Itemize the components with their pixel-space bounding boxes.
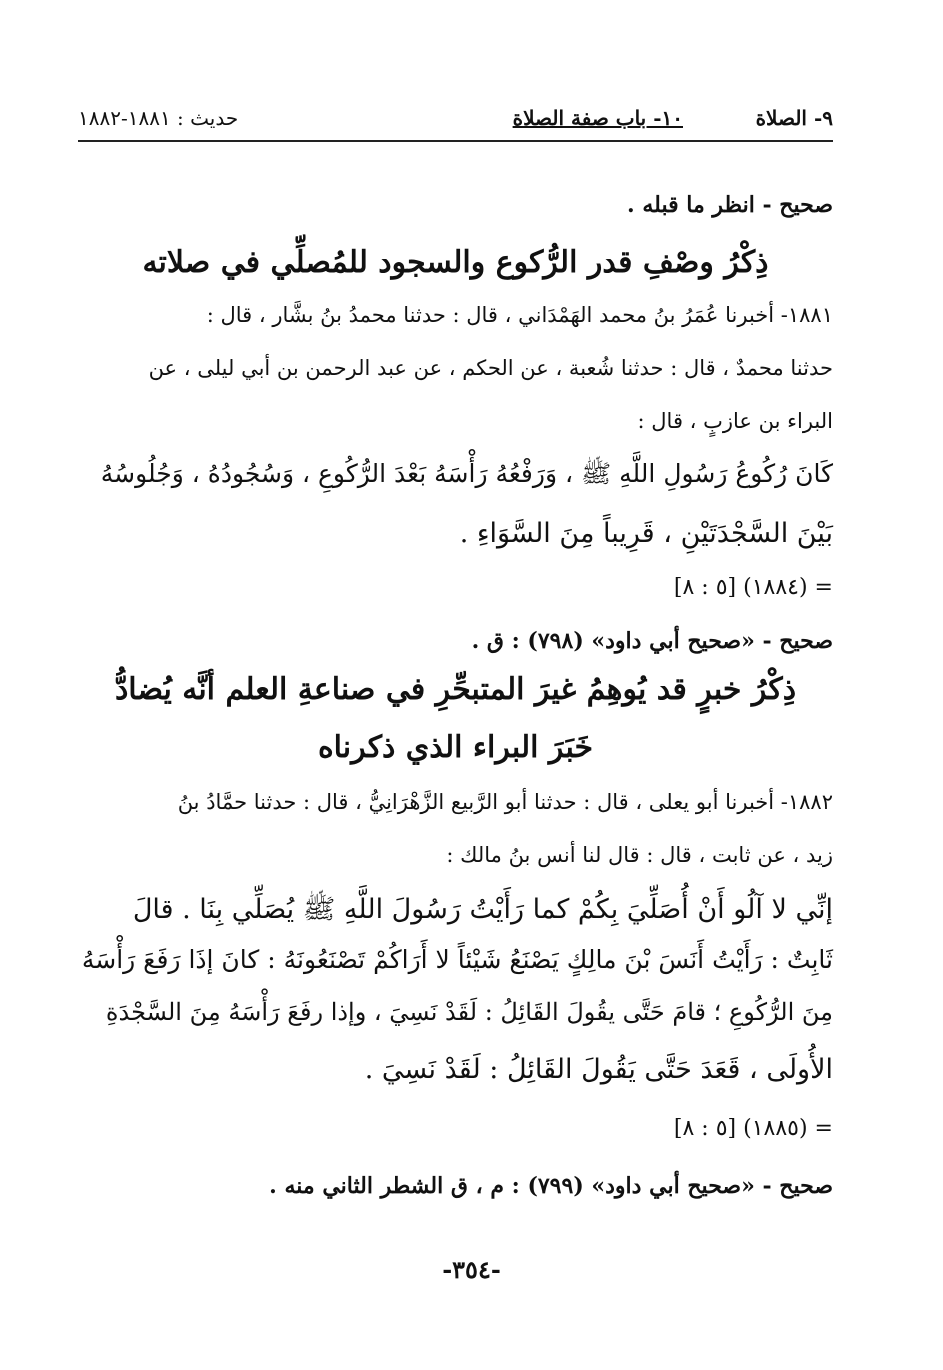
cross-reference-1881: = (١٨٨٤) [٥ : ٨] [673,575,833,600]
header-chapter: ١٠- باب صفة الصلاة [512,106,683,130]
matn-1881-line-1: كَانَ رُكُوعُ رَسُولِ اللَّهِ ﷺ ، وَرَفْعُهُ رَأْسَهُ بَعْدَ الرُّكُوعِ ، وَسُجُودُهُ ، وَجُلُوسُهُ [100,459,833,488]
header-book: ٩- الصلاة [755,106,833,130]
running-header [78,100,833,142]
isnad-1881-line-1: ١٨٨١- أخبرنا عُمَرُ بنُ محمد الهَمْدَاني ، قال : حدثنا محمدُ بنُ بشَّار ، قال : [206,303,833,327]
matn-1882-line-1: إنِّي لا آلُو أَنْ أُصَلِّيَ بِكُمْ كما رَأَيْتُ رَسُولَ اللَّهِ ﷺ يُصَلِّي بِنَا . قالَ [132,894,833,925]
matn-1881-line-2: بَيْنَ السَّجْدَتَيْنِ ، قَرِيباً مِنَ السَّوَاءِ . [459,518,833,549]
section-heading-1: ذِكْرُ وصْفِ قدر الرُّكوع والسجود للمُصلِّي في صلاته [142,245,769,280]
section-heading-2-line-2: خَبَرَ البراء الذي ذكرناه [317,730,594,765]
isnad-1881-line-2: حدثنا محمدٌ ، قال : حدثنا شُعبة ، عن الحكم ، عن عبد الرحمن بن أبي ليلى ، عن [148,356,833,380]
grade-1882: صحيح - «صحيح أبي داود» (٧٩٩) : م ، ق الشطر الثاني منه . [269,1173,833,1199]
matn-1882-line-3: مِنَ الرُّكُوعِ ؛ قامَ حَتَّى يقُولَ القَائِلُ : لَقَدْ نَسِيَ ، وإذا رفَعَ رَأْسَهُ مِنَ السَّجْدَةِ [105,998,833,1026]
matn-1882-line-2: ثَابِتٌ : رَأَيْتُ أَنَسَ بْنَ مالِكٍ يَصْنَعُ شَيْئاً لا أَرَاكُمْ تَصْنَعُونَهُ : كانَ إذَا رَفَعَ رَأْسَهُ [81,945,833,974]
isnad-1881-line-3: البراء بن عازبٍ ، قال : [637,409,833,433]
grade-previous: صحيح - انظر ما قبله . [627,192,833,218]
header-hadith-range: حديث : ١٨٨١-١٨٨٢ [78,106,239,130]
isnad-1882-line-2: زيد ، عن ثابت ، قال : قال لنا أنس بنُ مالك : [446,843,833,867]
isnad-1882-line-1: ١٨٨٢- أخبرنا أبو يعلى ، قال : حدثنا أبو الرَّبيع الزَّهْرَانِيُّ ، قال : حدثنا حمَّادُ بنُ [177,790,833,814]
grade-1881: صحيح - «صحيح أبي داود» (٧٩٨) : ق . [471,628,833,654]
cross-reference-1882: = (١٨٨٥) [٥ : ٨] [673,1116,833,1141]
section-heading-2-line-1: ذِكْرُ خبرٍ قد يُوهِمُ غيرَ المتبحِّرِ في صناعةِ العلم أنَّه يُضادُّ [114,672,797,707]
page-number: -٣٥٤- [442,1255,501,1284]
matn-1882-line-4: الأُولَى ، قَعَدَ حَتَّى يَقُولَ القَائِلُ : لَقَدْ نَسِيَ . [364,1054,833,1085]
